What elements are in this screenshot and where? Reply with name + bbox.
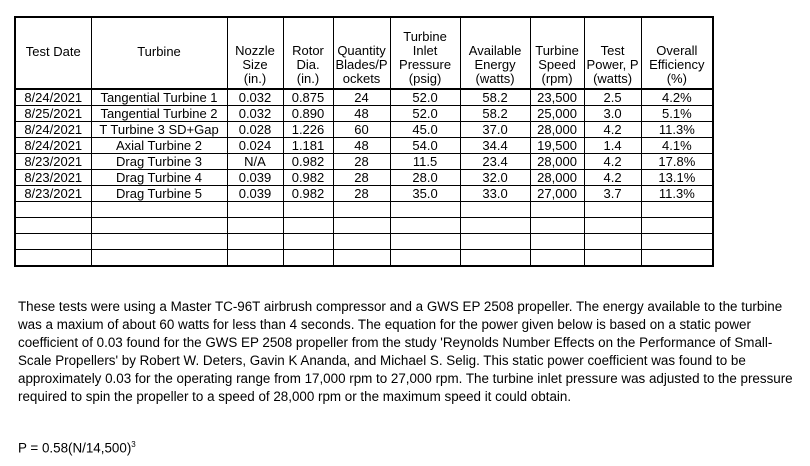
column-header-line: Size [242, 57, 268, 72]
table-cell: Axial Turbine 2 [91, 138, 227, 154]
table-cell [15, 234, 91, 250]
column-header-line: Power, P [586, 57, 639, 72]
table-cell: 0.028 [227, 122, 283, 138]
table-cell [530, 234, 584, 250]
table-cell: 28,000 [530, 170, 584, 186]
column-header [15, 17, 91, 89]
column-header-line: Efficiency [649, 57, 705, 72]
column-header-line: Dia. [296, 57, 320, 72]
table-row [15, 202, 713, 218]
column-header-line: Blades/P [335, 57, 388, 72]
table-cell: 0.039 [227, 170, 283, 186]
table-cell: 4.2 [584, 170, 641, 186]
table-cell [460, 250, 530, 267]
table-cell: 8/24/2021 [15, 89, 91, 106]
table-row [15, 250, 713, 267]
table-cell: 3.7 [584, 186, 641, 202]
column-header-line: Speed [538, 57, 576, 72]
table-cell: 28 [333, 186, 390, 202]
table-cell [333, 218, 390, 234]
table-cell: N/A [227, 154, 283, 170]
formula-exponent: 3 [131, 440, 136, 449]
table-cell: 1.181 [283, 138, 333, 154]
table-cell: 11.3% [641, 122, 713, 138]
table-cell: Drag Turbine 5 [91, 186, 227, 202]
table-cell: Tangential Turbine 1 [91, 89, 227, 106]
table-cell [283, 218, 333, 234]
table-cell: 28,000 [530, 122, 584, 138]
table-cell: 4.2 [584, 154, 641, 170]
table-cell: 0.032 [227, 89, 283, 106]
table-cell [15, 218, 91, 234]
header-row [15, 17, 713, 89]
table-cell [283, 202, 333, 218]
table-cell: 0.039 [227, 186, 283, 202]
table-cell [227, 202, 283, 218]
table-cell: 28 [333, 170, 390, 186]
table-cell [584, 218, 641, 234]
table-cell: 13.1% [641, 170, 713, 186]
table-cell [91, 250, 227, 267]
table-row [15, 170, 713, 186]
table-cell: 25,000 [530, 106, 584, 122]
table-cell [333, 250, 390, 267]
column-header-line: (watts) [593, 71, 633, 86]
table-cell: 4.2 [584, 122, 641, 138]
column-header [283, 17, 333, 89]
table-cell [584, 234, 641, 250]
table-cell: 34.4 [460, 138, 530, 154]
test-notes [18, 298, 798, 406]
column-header-line: Turbine [403, 29, 447, 44]
column-header-line: (in.) [243, 71, 267, 86]
table-cell [460, 218, 530, 234]
results-table [14, 16, 714, 267]
column-header-line: Available [468, 43, 522, 58]
table-cell: 19,500 [530, 138, 584, 154]
column-header-line: Inlet [412, 43, 438, 58]
column-header-line: (%) [666, 71, 687, 86]
column-header-line: Pressure [399, 57, 452, 72]
table-cell: Drag Turbine 3 [91, 154, 227, 170]
table-cell: 1.226 [283, 122, 333, 138]
table-cell: 28.0 [390, 170, 460, 186]
table-cell [227, 218, 283, 234]
table-cell: 5.1% [641, 106, 713, 122]
table-cell [333, 202, 390, 218]
table-cell [530, 250, 584, 267]
table-cell: 3.0 [584, 106, 641, 122]
table-cell: 54.0 [390, 138, 460, 154]
table-row [15, 106, 713, 122]
table-cell [333, 234, 390, 250]
table-cell: 8/23/2021 [15, 154, 91, 170]
table-cell: T Turbine 3 SD+Gap [91, 122, 227, 138]
table-cell: 24 [333, 89, 390, 106]
table-cell: 23,500 [530, 89, 584, 106]
table-cell: 52.0 [390, 89, 460, 106]
table-cell: 28 [333, 154, 390, 170]
table-row [15, 138, 713, 154]
table-cell [584, 202, 641, 218]
column-header-line: Test Date [25, 44, 81, 59]
table-cell [460, 202, 530, 218]
column-header [333, 17, 390, 89]
column-header [227, 17, 283, 89]
table-cell: 8/24/2021 [15, 122, 91, 138]
table-cell [641, 202, 713, 218]
table-cell [390, 202, 460, 218]
column-header-line: Overall [656, 43, 698, 58]
table-cell [641, 218, 713, 234]
table-cell: 48 [333, 138, 390, 154]
table-cell: 17.8% [641, 154, 713, 170]
table-cell: 1.4 [584, 138, 641, 154]
table-cell: 0.024 [227, 138, 283, 154]
table-cell: 8/24/2021 [15, 138, 91, 154]
column-header [390, 17, 460, 89]
table-row [15, 89, 713, 106]
table-cell: 4.1% [641, 138, 713, 154]
table-cell: Tangential Turbine 2 [91, 106, 227, 122]
table-cell: 33.0 [460, 186, 530, 202]
table-cell [390, 218, 460, 234]
column-header [530, 17, 584, 89]
table-cell: 0.890 [283, 106, 333, 122]
table-cell: 32.0 [460, 170, 530, 186]
table-cell: 28,000 [530, 154, 584, 170]
table-cell [641, 234, 713, 250]
table-cell [530, 218, 584, 234]
table-cell: 0.875 [283, 89, 333, 106]
column-header-line: Energy [474, 57, 516, 72]
table-cell [15, 202, 91, 218]
table-cell [530, 202, 584, 218]
column-header [460, 17, 530, 89]
table-cell [91, 234, 227, 250]
table-row [15, 154, 713, 170]
table-cell: 2.5 [584, 89, 641, 106]
column-header-line: (watts) [475, 71, 515, 86]
power-formula [18, 440, 136, 455]
table-cell: 37.0 [460, 122, 530, 138]
table-cell: 58.2 [460, 89, 530, 106]
table-cell: 4.2% [641, 89, 713, 106]
formula-base: P = 0.58(N/14,500) [18, 440, 132, 456]
column-header [641, 17, 713, 89]
table-cell: 23.4 [460, 154, 530, 170]
table-cell: 60 [333, 122, 390, 138]
column-header-line: Test [600, 43, 625, 58]
table-cell [15, 250, 91, 267]
table-cell [283, 250, 333, 267]
table-cell: 11.3% [641, 186, 713, 202]
column-header-line: Turbine [535, 43, 579, 58]
table-cell [91, 202, 227, 218]
table-cell [283, 234, 333, 250]
column-header-line: (in.) [296, 71, 320, 86]
table-cell: 0.982 [283, 186, 333, 202]
table-cell: 52.0 [390, 106, 460, 122]
table-cell: 0.982 [283, 154, 333, 170]
table-row [15, 234, 713, 250]
table-cell [227, 234, 283, 250]
table-cell [227, 250, 283, 267]
table-row [15, 218, 713, 234]
column-header-line: Nozzle [235, 43, 275, 58]
table-cell: 0.982 [283, 170, 333, 186]
table-row [15, 186, 713, 202]
table-header [15, 17, 713, 89]
table-cell: 45.0 [390, 122, 460, 138]
table-cell [460, 234, 530, 250]
column-header-line: (rpm) [541, 71, 573, 86]
table-cell [91, 218, 227, 234]
table-cell: Drag Turbine 4 [91, 170, 227, 186]
table-cell [390, 250, 460, 267]
notes-paragraph: These tests were using a Master TC-96T airbrush compressor and a GWS EP 2508 propeller. The energy available to the turbine was a maxium of about 60 watts for less than 4 seconds. The equation for the power given below is based on a static power coefficient of 0.03 found for the GWS EP 2508 propeller from the study 'Reynolds Number Effects on the Performance of Small-Scale Propellers' by Robert W. Deters, Gavin K Ananda, and Michael S. Selig. This static power coefficient was found to be approximately 0.03 for the operating range from 17,000 rpm to 27,000 rpm. The turbine inlet pressure was adjusted to the pressure required to spin the propeller to a speed of 28,000 rpm or the maximum speed it could obtain. [18, 299, 793, 404]
table-cell: 8/23/2021 [15, 186, 91, 202]
column-header [584, 17, 641, 89]
table-cell: 27,000 [530, 186, 584, 202]
column-header-line: Quantity [337, 43, 386, 58]
table-cell: 35.0 [390, 186, 460, 202]
table-cell [390, 234, 460, 250]
column-header-line: ockets [342, 71, 381, 86]
table-cell: 0.032 [227, 106, 283, 122]
column-header-line: Turbine [137, 44, 181, 59]
column-header-line: Rotor [292, 43, 324, 58]
column-header [91, 17, 227, 89]
results-table-container [14, 16, 714, 267]
table-cell [641, 250, 713, 267]
table-cell: 58.2 [460, 106, 530, 122]
table-cell [584, 250, 641, 267]
table-cell: 8/25/2021 [15, 106, 91, 122]
table-body [15, 89, 713, 266]
table-cell: 8/23/2021 [15, 170, 91, 186]
table-row [15, 122, 713, 138]
column-header-line: (psig) [408, 71, 442, 86]
table-cell: 11.5 [390, 154, 460, 170]
table-cell: 48 [333, 106, 390, 122]
